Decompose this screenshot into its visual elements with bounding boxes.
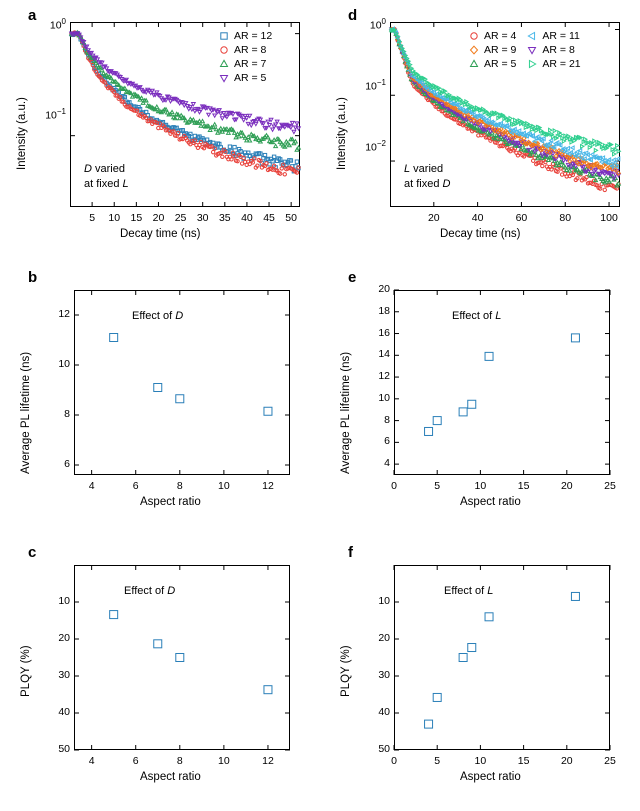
panel-c-letter: c	[28, 544, 37, 561]
x-tick-label: 10	[474, 755, 487, 767]
data-points	[110, 611, 272, 694]
x-tick-label: 12	[262, 755, 274, 767]
y-tick-label: 50	[58, 743, 70, 755]
square-marker-icon	[218, 30, 230, 42]
legend-item	[468, 58, 516, 70]
x-tick-label: 10	[218, 480, 230, 492]
panel-b-letter: b	[28, 269, 38, 286]
x-tick-label: 60	[515, 212, 528, 224]
x-tick-label: 5	[89, 212, 96, 224]
x-tick-label: 25	[604, 480, 616, 492]
triangle-right-marker-icon	[526, 58, 538, 70]
x-tick-label: 100	[600, 212, 618, 224]
legend-label: AR = 9	[484, 44, 517, 56]
y-tick-label: 30	[378, 669, 390, 681]
panel-f-xlabel: Aspect ratio	[460, 771, 521, 783]
panel-c-xlabel: Aspect ratio	[140, 771, 201, 783]
y-tick-label: 8	[64, 408, 70, 420]
x-tick-label: 35	[218, 212, 231, 224]
x-tick-label: 0	[391, 755, 397, 767]
data-points	[425, 334, 580, 436]
panel-a-xlabel: Decay time (ns)	[120, 228, 201, 240]
panel-b-xlabel: Aspect ratio	[140, 496, 201, 508]
x-tick-label: 20	[152, 212, 165, 224]
legend-item	[526, 30, 580, 42]
x-tick-label: 30	[196, 212, 209, 224]
panel-a-annotation-line2: at fixed L	[84, 178, 129, 190]
y-tick-label: 16	[378, 326, 390, 339]
legend-label: AR = 8	[542, 44, 575, 56]
x-tick-label: 45	[263, 212, 275, 224]
y-tick-label: 10	[58, 595, 70, 607]
legend-label: AR = 12	[234, 30, 273, 42]
x-tick-label: 20	[427, 212, 440, 224]
panel-d-letter: d	[348, 7, 358, 24]
x-tick-label: 4	[88, 480, 95, 492]
legend-item	[218, 72, 272, 84]
circle-marker-icon	[468, 30, 480, 42]
triangle-up-marker-icon	[218, 58, 230, 70]
panel-c-ylabel: PLQY (%)	[20, 645, 32, 697]
triangle-left-marker-icon	[526, 30, 538, 42]
circle-marker-icon	[218, 44, 230, 56]
x-tick-label: 50	[285, 212, 297, 224]
legend-column	[218, 30, 272, 84]
panel-b-annotation: Effect of D	[132, 310, 184, 322]
triangle-down-marker-icon	[526, 44, 538, 56]
x-tick-label: 20	[560, 480, 573, 492]
legend-column	[526, 30, 580, 72]
y-tick-label: 20	[58, 632, 70, 644]
legend-label: AR = 8	[234, 44, 267, 56]
y-tick-label: 40	[58, 706, 70, 718]
panel-e-xlabel: Aspect ratio	[460, 496, 521, 508]
x-tick-label: 40	[241, 212, 253, 224]
panel-a-annotation-line1: D varied	[84, 163, 125, 175]
panel-f	[320, 537, 640, 811]
panel-f-ylabel: PLQY (%)	[340, 645, 352, 697]
y-tick-label: 10	[378, 595, 390, 607]
y-tick-label: 6	[64, 458, 70, 470]
panel-e-ylabel: Average PL lifetime (ns)	[340, 351, 352, 474]
legend-label: AR = 21	[542, 58, 581, 70]
x-tick-label: 25	[174, 212, 187, 224]
x-tick-label: 15	[517, 755, 530, 767]
panel-c-series-layer	[74, 565, 290, 750]
legend-label: AR = 5	[484, 58, 517, 70]
x-tick-label: 12	[262, 480, 274, 492]
panel-c	[0, 537, 320, 811]
y-tick-label: 4	[384, 457, 390, 470]
x-tick-label: 40	[471, 212, 484, 224]
x-tick-label: 8	[176, 755, 183, 767]
y-tick-label: 50	[378, 743, 390, 755]
panel-e-letter: e	[348, 269, 357, 286]
y-tick-label: 10	[378, 391, 390, 404]
panel-d-annotation-line1: L varied	[404, 163, 444, 175]
x-tick-label: 10	[218, 755, 230, 767]
x-tick-label: 20	[560, 755, 573, 767]
panel-c-annotation: Effect of D	[124, 585, 176, 597]
panel-f-letter: f	[348, 544, 353, 561]
y-tick-label: 8	[384, 413, 390, 426]
panel-d-annotation-line2: at fixed D	[404, 178, 451, 190]
x-tick-label: 15	[130, 212, 143, 224]
x-tick-label: 15	[517, 480, 530, 492]
panel-a-letter: a	[28, 7, 37, 24]
x-tick-label: 8	[176, 480, 183, 492]
panel-e-series-layer	[394, 290, 610, 475]
legend-label: AR = 11	[542, 30, 580, 42]
x-tick-label: 80	[559, 212, 572, 224]
x-tick-label: 0	[391, 480, 397, 492]
y-tick-label: 12	[378, 370, 390, 383]
x-tick-label: 5	[434, 480, 441, 492]
y-tick-label: 6	[384, 435, 390, 448]
data-points	[110, 334, 272, 416]
y-tick-label: 18	[378, 304, 390, 317]
panel-d-legend	[468, 30, 581, 72]
legend-item	[468, 44, 516, 56]
y-tick-label: 30	[58, 669, 70, 681]
panel-d-xlabel: Decay time (ns)	[440, 228, 521, 240]
legend-item	[218, 44, 272, 56]
panel-b-ylabel: Average PL lifetime (ns)	[20, 351, 32, 474]
legend-item	[468, 30, 516, 42]
triangle-up-marker-icon	[468, 58, 480, 70]
x-tick-label: 10	[108, 212, 121, 224]
data-points	[425, 592, 580, 728]
x-tick-label: 4	[88, 755, 95, 767]
panel-d: d $10^0$ $10^{-1}$ $10^{-2}$ 20 40 60 80 100 Decay time (ns) Intensity (a.u.) L varied at fixed D AR = 4 AR = 9 AR = 5 AR = 11 AR = 8 AR = 21	[320, 0, 640, 262]
x-tick-label: 25	[604, 755, 616, 767]
panel-e	[320, 262, 640, 537]
panel-a-ylabel: Intensity (a.u.)	[16, 97, 28, 170]
y-tick-label: 14	[378, 348, 390, 361]
legend-column	[468, 30, 516, 72]
legend-item	[218, 30, 272, 42]
x-tick-label: 5	[434, 755, 441, 767]
legend-item	[218, 58, 272, 70]
panel-f-annotation: Effect of L	[444, 585, 494, 597]
x-tick-label: 6	[132, 755, 139, 767]
x-tick-label: 6	[132, 480, 139, 492]
panel-b	[0, 262, 320, 537]
y-tick-label: 20	[378, 283, 390, 295]
legend-item	[526, 58, 580, 70]
legend-label: AR = 5	[234, 72, 267, 84]
panel-a: a $10^0$ $10^{-1}$ 5 10 15 20 25 30 35 40 45 50 Decay time (ns) Intensity (a.u.) D varied at fixed L AR = 12 AR = 8 AR = 7 AR = 5	[0, 0, 320, 262]
diamond-marker-icon	[468, 44, 480, 56]
panel-a-legend	[218, 30, 272, 86]
panel-d-ylabel: Intensity (a.u.)	[336, 97, 348, 170]
y-tick-label: 12	[58, 308, 70, 320]
panel-e-annotation: Effect of L	[452, 310, 502, 322]
y-tick-label: 20	[378, 632, 390, 644]
y-tick-label: 10	[58, 358, 70, 370]
legend-label: AR = 4	[484, 30, 517, 42]
legend-item	[526, 44, 580, 56]
panel-f-series-layer	[394, 565, 610, 750]
legend-label: AR = 7	[234, 58, 267, 70]
x-tick-label: 10	[474, 480, 487, 492]
y-tick-label: 40	[378, 706, 390, 718]
triangle-down-marker-icon	[218, 72, 230, 84]
